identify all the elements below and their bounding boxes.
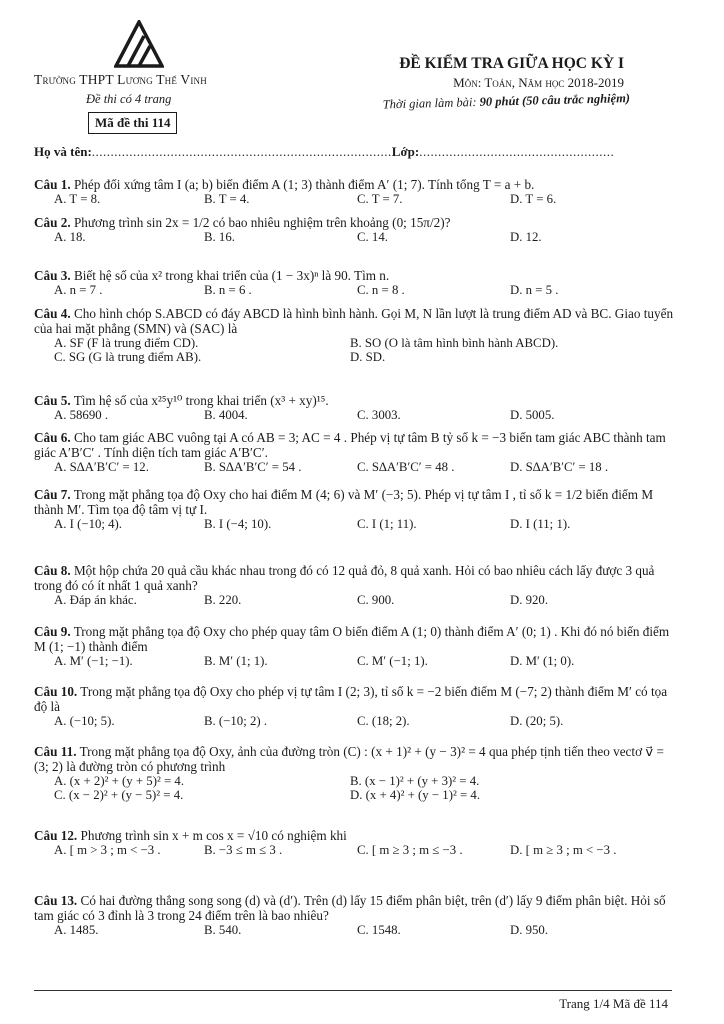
answer-row — [34, 788, 674, 802]
answer-option-a[interactable]: A. Đáp án khác. — [54, 593, 137, 607]
answer-option-d[interactable]: D. S∆A′B′C′ = 18 . — [510, 460, 609, 474]
answer-option-d[interactable]: D. n = 5 . — [510, 283, 559, 297]
answer-option-d[interactable]: D. T = 6. — [510, 192, 557, 206]
question-number: Câu 4. — [34, 306, 71, 321]
question-body: Một hộp chứa 20 quả cầu khác nhau trong đó có 12 quả đỏ, 8 quả xanh. Hỏi có bao nhiêu cách lấy được 3 quả trong đó có ít nhất 1 quả xanh? — [34, 563, 655, 593]
question-9 — [34, 624, 674, 668]
question-number: Câu 5. — [34, 393, 71, 408]
question-body: Trong mặt phẳng tọa độ Oxy cho phép vị tự tâm I (2; 3), tỉ số k = −2 biến điểm M (−7; 2) thành điểm M′ có tọa độ là — [34, 684, 668, 714]
answer-option-c[interactable]: C. (18; 2). — [357, 714, 410, 728]
answer-option-c[interactable]: C. 900. — [357, 593, 395, 607]
answer-row — [34, 230, 674, 244]
question-body: Trong mặt phẳng tọa độ Oxy cho hai điểm M (4; 6) và M′ (−3; 5). Phép vị tự tâm I , tỉ số k = 1/2 biến điểm M thành M′. Tìm tọa độ tâm vị tự I. — [34, 487, 654, 517]
question-number: Câu 7. — [34, 487, 71, 502]
question-text — [34, 215, 674, 230]
time-label: Thời gian làm bài: — [382, 95, 477, 112]
exam-subject: Môn: Toán, Năm học 2018-2019 — [453, 75, 624, 90]
question-body: Phương trình sin x + m cos x = √10 có nghiệm khi — [80, 828, 347, 843]
answer-option-a[interactable]: A. 18. — [54, 230, 86, 244]
answer-option-b[interactable]: B. I (−4; 10). — [204, 517, 272, 531]
question-body: Trong mặt phẳng tọa độ Oxy, ảnh của đường tròn (C) : (x + 1)² + (y − 3)² = 4 qua phép tịnh tiến theo vectơ v⃗ = (3; 2) là đường tròn có phương trình — [34, 744, 664, 774]
question-text — [34, 306, 674, 336]
exam-title: ĐỀ KIỂM TRA GIỮA HỌC KỲ I — [399, 55, 624, 72]
answer-option-b[interactable]: B. (−10; 2) . — [204, 714, 268, 728]
answer-option-d[interactable]: D. 950. — [510, 923, 549, 937]
answer-option-c[interactable]: C. M′ (−1; 1). — [357, 654, 428, 668]
answer-option-c[interactable]: C. 3003. — [357, 408, 401, 422]
class-label: Lớp: — [391, 144, 420, 159]
question-body: Biết hệ số của x² trong khai triển của (1 − 3x)ⁿ là 90. Tìm n. — [73, 268, 390, 283]
question-number: Câu 10. — [34, 684, 78, 699]
answer-option-d[interactable]: D. 920. — [510, 593, 549, 607]
question-2 — [34, 215, 674, 244]
answer-option-a[interactable]: A. S∆A′B′C′ = 12. — [54, 460, 149, 474]
answer-row — [34, 843, 674, 857]
question-number: Câu 3. — [34, 268, 71, 283]
answer-option-a[interactable]: A. I (−10; 4). — [54, 517, 122, 531]
answer-option-d[interactable]: D. [ m ≥ 3 ; m < −3 . — [510, 843, 617, 857]
answer-option-b[interactable]: B. T = 4. — [204, 192, 250, 206]
question-number: Câu 1. — [34, 177, 71, 192]
answer-option-c[interactable]: C. SG (G là trung điểm AB). — [54, 350, 202, 364]
question-6 — [34, 430, 674, 474]
answer-option-a[interactable]: A. M′ (−1; −1). — [54, 654, 133, 668]
answer-option-c[interactable]: C. 1548. — [357, 923, 401, 937]
question-4 — [34, 306, 674, 364]
answer-option-d[interactable]: D. (x + 4)² + (y − 1)² = 4. — [350, 788, 481, 802]
student-info-line — [34, 144, 634, 160]
question-text — [34, 828, 674, 843]
answer-option-b[interactable]: B. 16. — [204, 230, 235, 244]
question-text — [34, 684, 674, 714]
answer-option-a[interactable]: A. T = 8. — [54, 192, 101, 206]
answer-option-c[interactable]: C. 14. — [357, 230, 388, 244]
answer-row — [34, 923, 674, 937]
question-text — [34, 563, 674, 593]
question-body: Cho tam giác ABC vuông tại A có AB = 3; AC = 4 . Phép vị tự tâm B tỷ số k = −3 biến tam giác ABC thành tam giác A′B′C′ . Tính diện tích tam giác A′B′C′. — [34, 430, 666, 460]
name-label: Họ và tên: — [34, 144, 92, 159]
answer-option-b[interactable]: B. n = 6 . — [204, 283, 252, 297]
question-number: Câu 6. — [34, 430, 71, 445]
answer-option-d[interactable]: D. M′ (1; 0). — [510, 654, 575, 668]
question-number: Câu 13. — [34, 893, 78, 908]
question-5 — [34, 393, 674, 422]
answer-row — [34, 192, 674, 206]
answer-option-a[interactable]: A. [ m > 3 ; m < −3 . — [54, 843, 161, 857]
answer-row — [34, 336, 674, 350]
answer-option-c[interactable]: C. I (1; 11). — [357, 517, 417, 531]
answer-option-c[interactable]: C. S∆A′B′C′ = 48 . — [357, 460, 455, 474]
exam-code-box: Mã đề thi 114 — [88, 112, 177, 134]
question-text — [34, 487, 674, 517]
answer-option-b[interactable]: B. 4004. — [204, 408, 248, 422]
answer-option-c[interactable]: C. [ m ≥ 3 ; m ≤ −3 . — [357, 843, 463, 857]
question-3 — [34, 268, 674, 297]
answer-option-b[interactable]: B. 540. — [204, 923, 242, 937]
answer-row — [34, 654, 674, 668]
question-number: Câu 11. — [34, 744, 77, 759]
question-body: Tìm hệ số của x²⁵y¹⁰ trong khai triển (x³ + xy)¹⁵. — [73, 393, 329, 408]
answer-option-d[interactable]: D. 12. — [510, 230, 542, 244]
question-1 — [34, 177, 674, 206]
question-number: Câu 12. — [34, 828, 78, 843]
question-body: Cho hình chóp S.ABCD có đáy ABCD là hình bình hành. Gọi M, N lần lượt là trung điểm AD và BC. Giao tuyến của hai mặt phẳng (SMN) và (SAC) là — [34, 306, 674, 336]
answer-option-d[interactable]: D. I (11; 1). — [510, 517, 571, 531]
answer-row — [34, 408, 674, 422]
answer-option-c[interactable]: C. (x − 2)² + (y − 5)² = 4. — [54, 788, 184, 802]
question-10 — [34, 684, 674, 728]
school-name: Trường THPT Lương Thế Vinh — [34, 72, 207, 87]
question-number: Câu 2. — [34, 215, 71, 230]
answer-option-a[interactable]: A. n = 7 . — [54, 283, 103, 297]
question-text — [34, 624, 674, 654]
question-number: Câu 9. — [34, 624, 71, 639]
answer-option-a[interactable]: A. 58690 . — [54, 408, 109, 422]
answer-option-c[interactable]: C. T = 7. — [357, 192, 403, 206]
answer-row — [34, 517, 674, 531]
answer-option-a[interactable]: A. 1485. — [54, 923, 99, 937]
answer-option-a[interactable]: A. SF (F là trung điểm CD). — [54, 336, 199, 350]
answer-option-b[interactable]: B. (x − 1)² + (y + 3)² = 4. — [350, 774, 480, 788]
question-text — [34, 393, 674, 408]
answer-option-c[interactable]: C. n = 8 . — [357, 283, 405, 297]
answer-option-d[interactable]: D. 5005. — [510, 408, 555, 422]
answer-row — [34, 714, 674, 728]
answer-option-b[interactable]: B. −3 ≤ m ≤ 3 . — [204, 843, 283, 857]
footer-divider — [34, 990, 672, 991]
page-footer: Trang 1/4 Mã đề 114 — [559, 996, 668, 1011]
answer-option-a[interactable]: A. (x + 2)² + (y + 5)² = 4. — [54, 774, 185, 788]
class-field[interactable]: .................................................... — [419, 144, 615, 159]
answer-option-b[interactable]: B. SO (O là tâm hình bình hành ABCD). — [350, 336, 559, 350]
question-8 — [34, 563, 674, 607]
question-body: Phương trình sin 2x = 1/2 có bao nhiêu nghiệm trên khoảng (0; 15π/2)? — [73, 215, 451, 230]
question-text — [34, 744, 674, 774]
question-number: Câu 8. — [34, 563, 71, 578]
question-body: Trong mặt phẳng tọa độ Oxy cho phép quay tâm O biến điểm A (1; 0) thành điểm A′ (0; 1) . Khi đó nó biến điểm M (1; −1) thành điểm — [34, 624, 670, 654]
time-value: 90 phút (50 câu trắc nghiệm) — [479, 91, 631, 109]
answer-row — [34, 593, 674, 607]
answer-row — [34, 350, 674, 364]
answer-row — [34, 283, 674, 297]
question-13 — [34, 893, 674, 937]
question-text — [34, 430, 674, 460]
answer-row — [34, 460, 674, 474]
answer-option-b[interactable]: B. 220. — [204, 593, 242, 607]
question-text — [34, 177, 674, 192]
answer-option-b[interactable]: B. M′ (1; 1). — [204, 654, 268, 668]
answer-option-d[interactable]: D. (20; 5). — [510, 714, 564, 728]
answer-option-d[interactable]: D. SD. — [350, 350, 386, 364]
question-12 — [34, 828, 674, 857]
question-7 — [34, 487, 674, 531]
pages-note: Đề thi có 4 trang — [86, 92, 172, 106]
question-11 — [34, 744, 674, 802]
question-text — [34, 268, 674, 283]
answer-option-b[interactable]: B. S∆A′B′C′ = 54 . — [204, 460, 302, 474]
question-body: Phép đối xứng tâm I (a; b) biến điểm A (1; 3) thành điểm A′ (1; 7). Tính tổng T = a + b. — [73, 177, 535, 192]
answer-option-a[interactable]: A. (−10; 5). — [54, 714, 115, 728]
question-text — [34, 893, 674, 923]
question-body: Có hai đường thẳng song song (d) và (d′). Trên (d) lấy 15 điểm phân biệt, trên (d′) lấy 9 điểm phân biệt. Hỏi số tam giác có 3 đỉnh là 3 trong 24 điểm trên là bao nhiêu? — [34, 893, 666, 923]
answer-row — [34, 774, 674, 788]
name-field[interactable]: ................................................................................ — [91, 144, 392, 159]
